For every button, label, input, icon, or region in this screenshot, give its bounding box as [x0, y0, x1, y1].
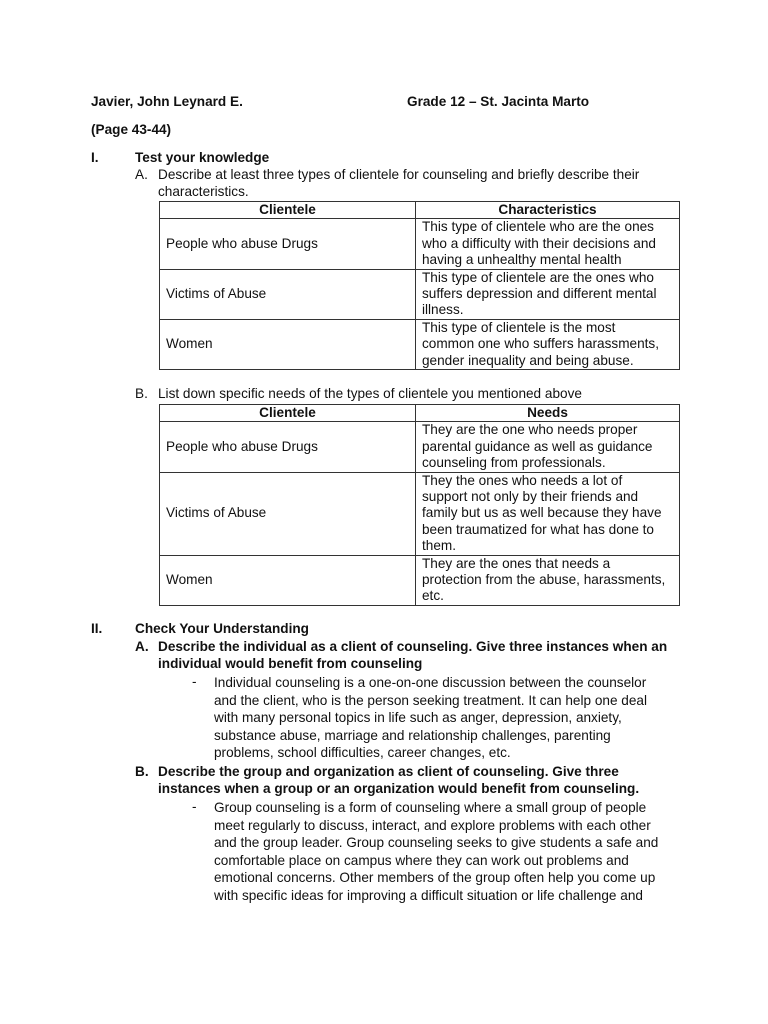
cell-line: This type of clientele is the most	[422, 319, 616, 335]
cell-line: illness.	[422, 302, 464, 318]
bullet-dash: -	[192, 674, 197, 689]
table-row	[160, 269, 680, 319]
question-2b-letter: B.	[135, 764, 149, 779]
column-header: Characteristics	[416, 202, 680, 219]
question-1a-line2: characteristics.	[158, 184, 249, 199]
needs-cell	[416, 555, 680, 605]
section-1-title: Test your knowledge	[135, 150, 270, 165]
characteristics-cell	[416, 269, 680, 319]
cell-line: This type of clientele are the ones who	[422, 269, 654, 285]
answer-2b	[214, 799, 658, 905]
clientele-cell: Victims of Abuse	[160, 472, 416, 555]
clientele-cell: Victims of Abuse	[160, 269, 416, 319]
section-1-numeral: I.	[91, 150, 99, 165]
column-header: Clientele	[160, 202, 416, 219]
cell-line: This type of clientele who are the ones	[422, 219, 654, 235]
grade-section: Grade 12 – St. Jacinta Marto	[407, 94, 590, 109]
table-header-row	[160, 202, 680, 219]
clientele-cell: People who abuse Drugs	[160, 219, 416, 269]
characteristics-cell	[416, 319, 680, 369]
column-header: Clientele	[160, 405, 416, 422]
cell-line: They are the one who needs proper	[422, 422, 638, 438]
answer-line: emotional concerns. Other members of the group often help you come up	[214, 870, 656, 886]
cell-line: having a unhealthy mental health	[422, 252, 622, 268]
table-row	[160, 319, 680, 369]
answer-line: problems, school difficulties, career changes, etc.	[214, 745, 511, 761]
page-reference: (Page 43-44)	[91, 122, 172, 137]
needs-cell	[416, 472, 680, 555]
clientele-cell: Women	[160, 555, 416, 605]
section-2-title: Check Your Understanding	[135, 621, 309, 636]
question-2a-line1: Describe the individual as a client of counseling. Give three instances when an	[158, 639, 668, 654]
question-1b-line1: List down specific needs of the types of clientele you mentioned above	[158, 386, 582, 401]
answer-line: and the client, who is the person seeking treatment. It can help one deal	[214, 692, 648, 708]
clientele-cell: Women	[160, 319, 416, 369]
table-row	[160, 219, 680, 269]
column-header: Needs	[416, 405, 680, 422]
question-2b-line2: instances when a group or an organization would benefit from counseling.	[158, 781, 640, 796]
answer-line: substance abuse, marriage and relationship challenges, parenting	[214, 727, 611, 743]
question-2b-line1: Describe the group and organization as client of counseling. Give three	[158, 764, 619, 779]
characteristics-cell	[416, 219, 680, 269]
section-2-numeral: II.	[91, 621, 103, 636]
cell-line: parental guidance as well as guidance	[422, 438, 653, 454]
cell-line: suffers depression and different mental	[422, 286, 657, 302]
cell-line: counseling from professionals.	[422, 455, 606, 471]
cell-line: common one who suffers harassments,	[422, 336, 659, 352]
question-2a-letter: A.	[135, 639, 149, 654]
cell-line: They the ones who needs a lot of	[422, 472, 623, 488]
table-row	[160, 472, 680, 555]
cell-line: support not only by their friends and	[422, 489, 639, 505]
answer-2a	[214, 674, 647, 762]
characteristics-table	[159, 201, 680, 370]
cell-line: them.	[422, 538, 456, 554]
bullet-dash: -	[192, 799, 197, 814]
question-2a-line2: individual would benefit from counseling	[158, 656, 423, 671]
cell-line: who a difficulty with their decisions and	[422, 235, 656, 251]
table-row	[160, 555, 680, 605]
cell-line: family but us as well because they have	[422, 505, 662, 521]
question-1a-line1: Describe at least three types of clientele for counseling and briefly describe their	[158, 167, 640, 182]
clientele-cell: People who abuse Drugs	[160, 422, 416, 472]
answer-line: Group counseling is a form of counseling where a small group of people	[214, 800, 647, 815]
cell-line: They are the ones that needs a	[422, 555, 611, 571]
answer-line: meet regularly to discuss, interact, and explore problems with each other	[214, 817, 651, 833]
table-row	[160, 422, 680, 472]
answer-line: with many personal topics in life such as anger, depression, anxiety,	[214, 710, 622, 726]
cell-line: gender inequality and being abuse.	[422, 352, 634, 368]
question-1a-letter: A.	[135, 167, 148, 182]
answer-line: and the group leader. Group counseling seeks to give students a safe and	[214, 835, 659, 851]
answer-line: Individual counseling is a one-on-one discussion between the counselor	[214, 675, 647, 690]
cell-line: been traumatized for what has done to	[422, 521, 654, 537]
question-1b-letter: B.	[135, 386, 148, 401]
student-name: Javier, John Leynard E.	[91, 94, 243, 109]
needs-table	[159, 404, 680, 606]
needs-cell	[416, 422, 680, 472]
cell-line: protection from the abuse, harassments,	[422, 572, 666, 588]
cell-line: etc.	[422, 588, 444, 604]
answer-line: with specific ideas for improving a difficult situation or life challenge and	[214, 887, 643, 903]
table-header-row	[160, 405, 680, 422]
answer-line: comfortable place on campus where they can work out problems and	[214, 852, 629, 868]
